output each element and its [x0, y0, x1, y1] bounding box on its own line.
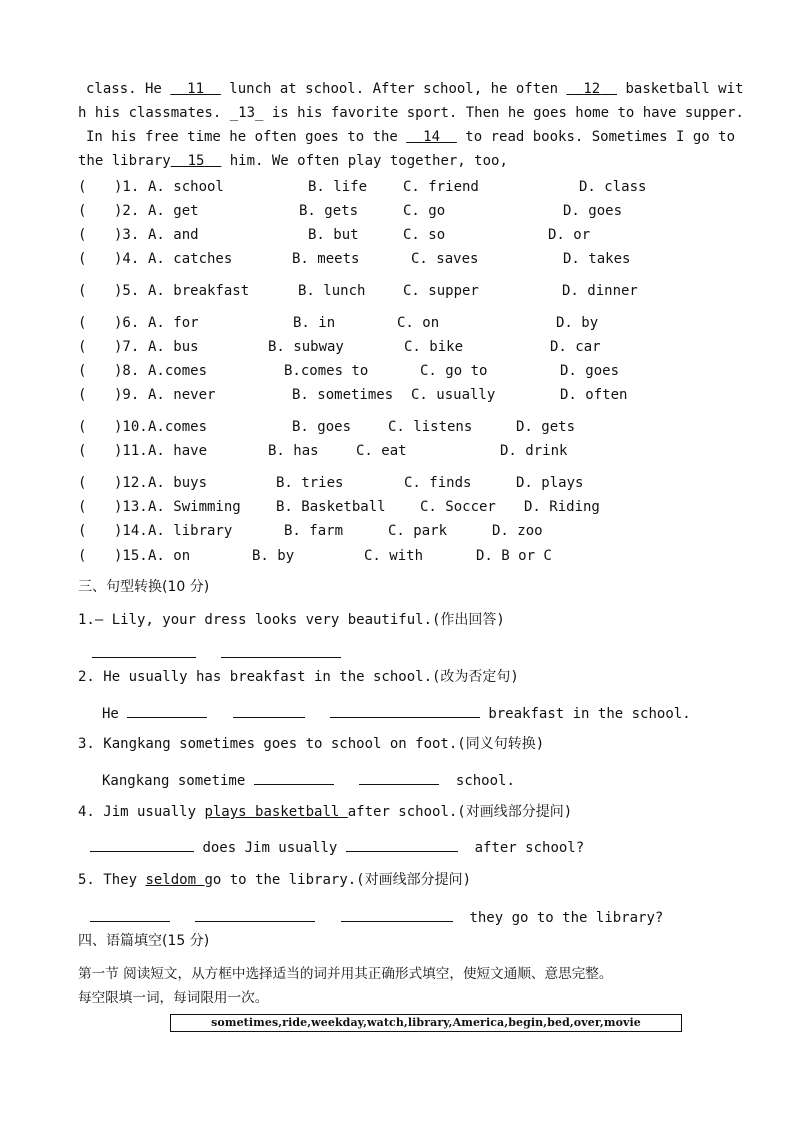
question-row [78, 338, 718, 356]
option-d: D. zoo [492, 523, 543, 539]
blank-15 [171, 153, 222, 169]
blank-13: _13_ [229, 105, 264, 121]
question-text: 3. Kangkang sometimes goes to school on foot.(同义句转换) [78, 736, 545, 752]
question-row [78, 547, 718, 565]
question-row [78, 442, 718, 460]
answer-suffix: school. [455, 773, 515, 789]
passage-text: is his favorite sport. Then he goes home to have supper. [263, 105, 744, 121]
question-number: )7. [114, 339, 140, 355]
option-b: B. life [308, 179, 368, 195]
option-a: A. on [148, 548, 191, 564]
question-row [78, 282, 718, 300]
blank-14 [406, 129, 457, 145]
option-c: C. go [403, 203, 446, 219]
answer-prefix: Kangkang sometime [102, 773, 246, 789]
answer-suffix: after school? [474, 840, 585, 856]
option-d: D. or [548, 227, 591, 243]
question-row [78, 418, 718, 436]
answer-bracket[interactable]: ( [78, 179, 87, 195]
option-b: B. lunch [298, 283, 366, 299]
underlined-phrase: seldom [145, 872, 205, 888]
answer-bracket[interactable]: ( [78, 227, 87, 243]
answer-blank[interactable] [92, 643, 196, 658]
question-3-2 [78, 668, 519, 686]
option-c: C. usually [411, 387, 496, 403]
question-row [78, 362, 718, 380]
question-row [78, 522, 718, 540]
answer-bracket[interactable]: ( [78, 523, 87, 539]
option-c: C. supper [403, 283, 479, 299]
option-b: B. meets [292, 251, 360, 267]
option-b: B. goes [292, 419, 352, 435]
option-b: B. by [252, 548, 295, 564]
blank-number: 12 [583, 81, 601, 97]
question-row [78, 250, 718, 268]
option-d: D. plays [516, 475, 584, 491]
option-a: A.comes [148, 419, 208, 435]
question-3-4 [78, 803, 572, 821]
option-b: B. sometimes [292, 387, 394, 403]
passage-line-3 [86, 128, 735, 146]
answer-middle: does Jim usually [202, 840, 338, 856]
answer-bracket[interactable]: ( [78, 387, 87, 403]
option-c: C. go to [420, 363, 488, 379]
section-3-heading: 三、句型转换(10 分) [78, 579, 210, 595]
option-c: C. with [364, 548, 424, 564]
question-text: 2. He usually has breakfast in the school.(改为否定句) [78, 669, 519, 685]
answer-bracket[interactable]: ( [78, 419, 87, 435]
underlined-phrase: plays basketball [204, 804, 348, 820]
answer-blank[interactable] [221, 643, 341, 658]
option-c: C. listens [388, 419, 473, 435]
answer-prefix: He [102, 706, 119, 722]
option-b: B. gets [299, 203, 359, 219]
option-b: B. farm [284, 523, 344, 539]
blank-11 [170, 81, 221, 97]
answer-blank[interactable] [254, 770, 334, 785]
question-number: )13. [114, 499, 148, 515]
option-d: D. B or C [476, 548, 552, 564]
question-number: )1. [114, 179, 140, 195]
answer-bracket[interactable]: ( [78, 475, 87, 491]
question-3-1 [78, 611, 505, 629]
answer-line-3-3 [102, 770, 515, 790]
blank-number: 11 [187, 81, 205, 97]
answer-bracket[interactable]: ( [78, 499, 87, 515]
question-number: )11. [114, 443, 148, 459]
section-4-heading: 四、语篇填空(15 分) [78, 933, 210, 949]
question-number: )2. [114, 203, 140, 219]
passage-text: him. We often play together, too, [221, 153, 508, 169]
question-row [78, 314, 718, 332]
question-3-5 [78, 871, 471, 889]
option-a: A. library [148, 523, 233, 539]
section-4-instruction-2: 每空限填一词，每词限用一次。 [78, 990, 269, 1006]
option-d: D. drink [500, 443, 568, 459]
word-box: sometimes,ride,weekday,watch,library,America,begin,bed,over,movie [170, 1014, 682, 1032]
passage-line-1 [86, 80, 743, 98]
question-row [78, 202, 718, 220]
option-d: D. dinner [562, 283, 638, 299]
passage-text: h his classmates. [78, 105, 230, 121]
answer-bracket[interactable]: ( [78, 443, 87, 459]
answer-suffix: breakfast in the school. [488, 706, 691, 722]
option-d: D. goes [560, 363, 620, 379]
question-row [78, 178, 718, 196]
answer-blank[interactable] [341, 907, 453, 922]
option-d: D. Riding [524, 499, 600, 515]
question-row [78, 498, 718, 516]
option-a: A. breakfast [148, 283, 250, 299]
option-b: B. tries [276, 475, 344, 491]
answer-bracket[interactable]: ( [78, 283, 87, 299]
option-d: D. takes [563, 251, 631, 267]
answer-blank[interactable] [346, 837, 458, 852]
answer-blank[interactable] [233, 703, 305, 718]
blank-12 [566, 81, 617, 97]
question-row [78, 386, 718, 404]
option-d: D. gets [516, 419, 576, 435]
blank-number: 15 [187, 153, 205, 169]
answer-bracket[interactable]: ( [78, 251, 87, 267]
option-b: B. in [293, 315, 336, 331]
question-number: )9. [114, 387, 140, 403]
option-b: B. subway [268, 339, 344, 355]
answer-line-3-2 [102, 703, 691, 723]
option-d: D. often [560, 387, 628, 403]
option-c: C. Soccer [420, 499, 496, 515]
option-a: A. get [148, 203, 199, 219]
passage-text: to read books. Sometimes I go to [456, 129, 736, 145]
question-number: )12. [114, 475, 148, 491]
passage-text: In his free time he often goes to the [86, 129, 407, 145]
question-number: )15. [114, 548, 148, 564]
answer-bracket[interactable]: ( [78, 548, 87, 564]
passage-text: the library [78, 153, 171, 169]
answer-bracket[interactable]: ( [78, 315, 87, 331]
option-a: A. for [148, 315, 199, 331]
option-b: B.comes to [284, 363, 369, 379]
question-number: )6. [114, 315, 140, 331]
blank-number: 14 [423, 129, 441, 145]
passage-text: lunch at school. After school, he often [220, 81, 567, 97]
option-d: D. car [550, 339, 601, 355]
option-a: A. Swimming [148, 499, 241, 515]
option-b: B. Basketball [276, 499, 386, 515]
option-d: D. class [579, 179, 647, 195]
passage-line-4 [78, 152, 508, 170]
option-c: C. on [397, 315, 440, 331]
answer-blank[interactable] [90, 837, 194, 852]
option-d: D. goes [563, 203, 623, 219]
question-text: 4. Jim usually [78, 804, 205, 820]
question-number: )3. [114, 227, 140, 243]
question-number: )14. [114, 523, 148, 539]
question-number: )10. [114, 419, 148, 435]
option-a: A. catches [148, 251, 233, 267]
section-4-instruction-1: 第一节 阅读短文，从方框中选择适当的词并用其正确形式填空，使短文通顺、意思完整。 [78, 966, 613, 982]
passage-text: basketball wit [617, 81, 744, 97]
option-c: C. park [388, 523, 448, 539]
question-row [78, 226, 718, 244]
answer-blank[interactable] [195, 907, 315, 922]
option-c: C. so [403, 227, 446, 243]
question-text: 5. They [78, 872, 146, 888]
answer-suffix: they go to the library? [469, 910, 664, 926]
option-c: C. saves [411, 251, 479, 267]
passage-text: class. He [86, 81, 171, 97]
answer-bracket[interactable]: ( [78, 339, 87, 355]
answer-blank[interactable] [90, 907, 170, 922]
answer-blank[interactable] [359, 770, 439, 785]
question-row [78, 474, 718, 492]
answer-blank[interactable] [127, 703, 207, 718]
question-number: )4. [114, 251, 140, 267]
answer-blank[interactable] [330, 703, 480, 718]
option-a: A.comes [148, 363, 208, 379]
option-a: A. and [148, 227, 199, 243]
answer-bracket[interactable]: ( [78, 363, 87, 379]
passage-line-2 [78, 104, 744, 122]
option-a: A. bus [148, 339, 199, 355]
question-text: 1.— Lily, your dress looks very beautiful.(作出回答) [78, 612, 505, 628]
option-b: B. but [308, 227, 359, 243]
answer-line-3-1[interactable] [92, 643, 341, 663]
option-c: C. eat [356, 443, 407, 459]
option-a: A. buys [148, 475, 208, 491]
option-a: A. never [148, 387, 216, 403]
option-c: C. bike [404, 339, 464, 355]
question-text: go to the library.(对画线部分提问) [204, 872, 472, 888]
question-number: )8. [114, 363, 140, 379]
answer-line-3-4 [90, 837, 584, 857]
question-3-3 [78, 735, 544, 753]
question-text: after school.(对画线部分提问) [347, 804, 573, 820]
option-d: D. by [556, 315, 599, 331]
option-a: A. school [148, 179, 224, 195]
option-b: B. has [268, 443, 319, 459]
answer-bracket[interactable]: ( [78, 203, 87, 219]
answer-line-3-5 [90, 907, 663, 927]
option-c: C. friend [403, 179, 479, 195]
question-number: )5. [114, 283, 140, 299]
option-a: A. have [148, 443, 208, 459]
option-c: C. finds [404, 475, 472, 491]
